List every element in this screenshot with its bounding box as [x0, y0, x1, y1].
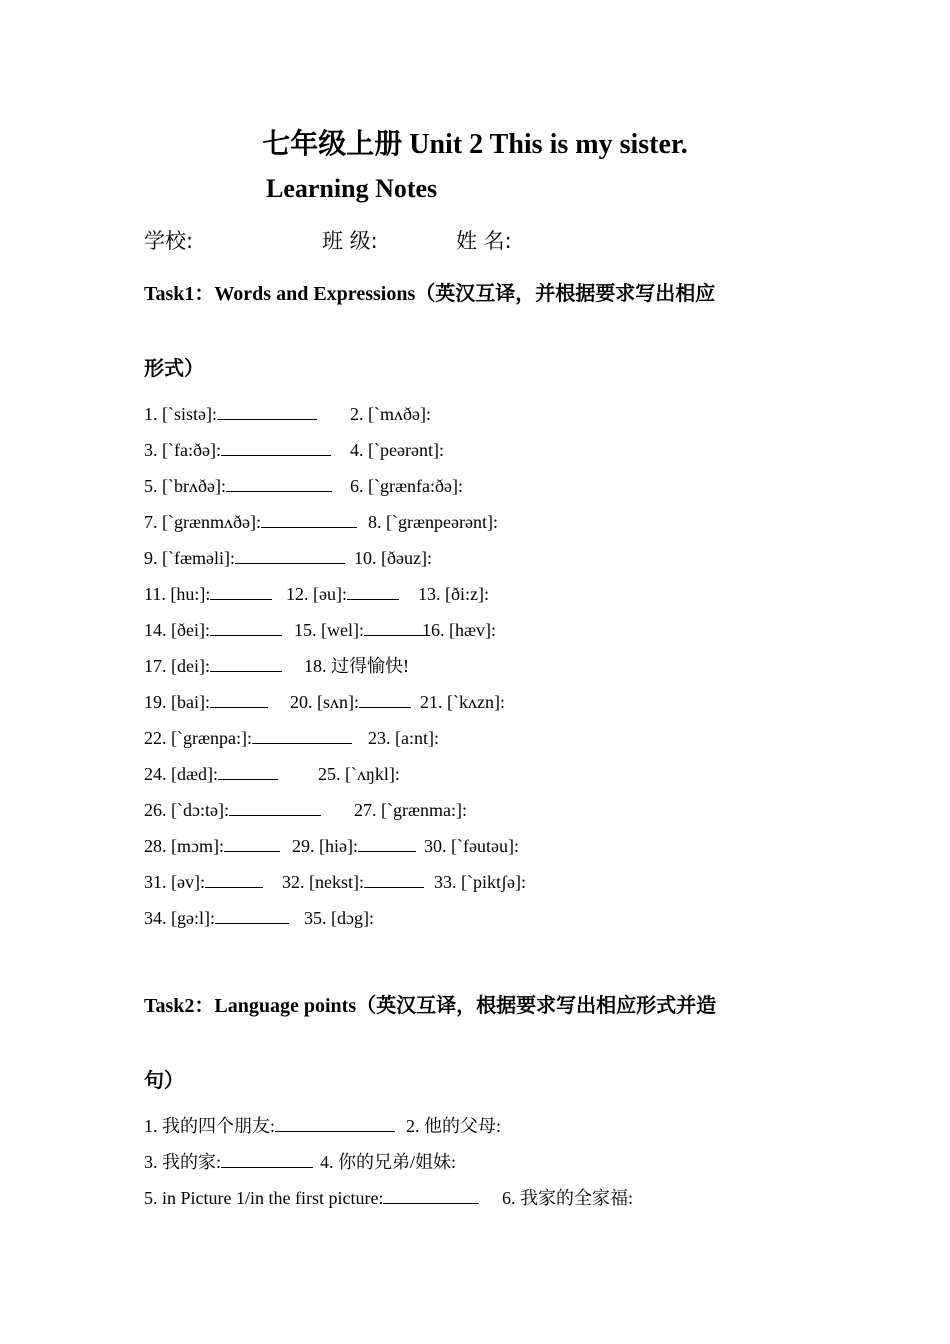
- task1-item: [368, 509, 498, 535]
- task1-item: [418, 581, 489, 607]
- task1-item: [294, 617, 430, 643]
- task1-item-label: 35. [dɔg]:: [304, 908, 374, 928]
- task1-item-label: 32. [nekst]:: [282, 872, 364, 892]
- task1-item: [434, 869, 526, 895]
- task1-item-label: 27. [`grænma:]:: [354, 800, 467, 820]
- task1-item-label: 31. [əv]:: [144, 872, 205, 892]
- answer-blank[interactable]: [252, 725, 352, 744]
- answer-blank[interactable]: [221, 1149, 313, 1168]
- task1-item-label: 29. [hiə]:: [292, 836, 358, 856]
- task1-item: [144, 545, 345, 571]
- task1-item-label: 5. [`brʌðə]:: [144, 476, 226, 496]
- task2-item-label: 5. in Picture 1/in the first picture:: [144, 1188, 384, 1208]
- task1-item: [144, 401, 317, 427]
- task1-item-label: 28. [mɔm]:: [144, 836, 224, 856]
- task1-item-label: 23. [a:nt]:: [368, 728, 439, 748]
- answer-blank[interactable]: [275, 1113, 395, 1132]
- task1-item-label: 8. [`grænpeərənt]:: [368, 512, 498, 532]
- task1-item: [144, 869, 263, 895]
- class-label: 班 级:: [322, 229, 378, 253]
- task1-item: [350, 401, 431, 427]
- answer-blank[interactable]: [226, 473, 332, 492]
- task1-item: [286, 581, 399, 607]
- answer-blank[interactable]: [364, 869, 424, 888]
- answer-blank[interactable]: [359, 689, 411, 708]
- task1-item-label: 33. [`piktʃə]:: [434, 872, 526, 892]
- task2-item: [144, 1149, 313, 1175]
- task2-item: [502, 1185, 633, 1211]
- answer-blank[interactable]: [210, 581, 272, 600]
- task1-item: [144, 653, 282, 679]
- task1-item: [424, 833, 519, 859]
- answer-blank[interactable]: [210, 617, 282, 636]
- task1-item: [354, 545, 432, 571]
- task1-item-label: 14. [ðei]:: [144, 620, 210, 640]
- task2-item-label: 6. 我家的全家福:: [502, 1188, 634, 1208]
- task1-item-label: 15. [wel]:: [294, 620, 364, 640]
- task1-item: [290, 689, 411, 715]
- task1-item: [282, 869, 424, 895]
- answer-blank[interactable]: [218, 761, 278, 780]
- answer-blank[interactable]: [229, 797, 321, 816]
- task1-item: [144, 689, 268, 715]
- answer-blank[interactable]: [358, 833, 416, 852]
- task1-item-label: 16. [hæv]:: [422, 620, 496, 640]
- task1-item: [420, 689, 505, 715]
- task1-heading-cont: 形式）: [144, 358, 204, 380]
- answer-blank[interactable]: [261, 509, 357, 528]
- task1-item: [304, 653, 409, 679]
- task2-heading-cont: 句）: [144, 1070, 184, 1092]
- name-label: 姓 名:: [456, 229, 512, 253]
- task1-item: [144, 905, 289, 931]
- task2-item-label: 2. 他的父母:: [406, 1116, 502, 1136]
- task1-item-label: 10. [ðəuz]:: [354, 548, 432, 568]
- answer-blank[interactable]: [210, 653, 282, 672]
- task1-item: [144, 509, 357, 535]
- task1-item: [144, 725, 352, 751]
- page-subtitle: Learning Notes: [266, 174, 438, 203]
- task1-heading: Task1：Words and Expressions（英汉互译，并根据要求写出相应: [144, 283, 716, 305]
- task1-item-label: 22. [`grænpa:]:: [144, 728, 252, 748]
- task1-item-label: 26. [`dɔ:tə]:: [144, 800, 229, 820]
- school-label: 学校:: [144, 229, 194, 253]
- task1-item-label: 17. [dei]:: [144, 656, 210, 676]
- task1-item-label: 3. [`fa:ðə]:: [144, 440, 221, 460]
- task1-item-label: 13. [ði:z]:: [418, 584, 489, 604]
- answer-blank[interactable]: [235, 545, 345, 564]
- task1-item: [350, 473, 463, 499]
- task1-item: [144, 833, 280, 859]
- answer-blank[interactable]: [224, 833, 280, 852]
- answer-blank[interactable]: [215, 905, 289, 924]
- task1-item-label: 34. [gə:l]:: [144, 908, 215, 928]
- task1-item: [318, 761, 400, 787]
- answer-blank[interactable]: [383, 1185, 479, 1204]
- answer-blank[interactable]: [210, 689, 268, 708]
- task1-item-label: 7. [`grænmʌðə]:: [144, 512, 261, 532]
- page-title: 七年级上册 Unit 2 This is my sister.: [262, 129, 688, 160]
- task2-heading: Task2：Language points（英汉互译，根据要求写出相应形式并造: [144, 995, 717, 1017]
- answer-blank[interactable]: [221, 437, 331, 456]
- task1-item: [144, 473, 332, 499]
- task1-item-label: 2. [`mʌðə]:: [350, 404, 431, 424]
- task1-item: [144, 761, 278, 787]
- answer-blank[interactable]: [347, 581, 399, 600]
- answer-blank[interactable]: [364, 617, 430, 636]
- task2-item: [320, 1149, 456, 1175]
- task1-item: [144, 437, 331, 463]
- task1-item: [144, 617, 282, 643]
- task1-item-label: 12. [əu]:: [286, 584, 347, 604]
- task2-item-label: 1. 我的四个朋友:: [144, 1116, 276, 1136]
- task1-item-label: 24. [dæd]:: [144, 764, 218, 784]
- task1-item: [422, 617, 496, 643]
- task1-item: [144, 581, 272, 607]
- task1-item-label: 11. [hu:]:: [144, 584, 211, 604]
- answer-blank[interactable]: [217, 401, 317, 420]
- task1-item-label: 30. [`fəutəu]:: [424, 836, 519, 856]
- task1-item: [144, 797, 321, 823]
- task2-item-label: 4. 你的兄弟/姐妹:: [320, 1152, 457, 1172]
- answer-blank[interactable]: [205, 869, 263, 888]
- task1-item-label: 21. [`kʌzn]:: [420, 692, 505, 712]
- task1-item-label: 9. [`fæməli]:: [144, 548, 235, 568]
- task1-item: [304, 905, 374, 931]
- task1-item-label: 19. [bai]:: [144, 692, 210, 712]
- task1-item-label: 20. [sʌn]:: [290, 692, 359, 712]
- task1-item: [368, 725, 439, 751]
- task1-item-label: 4. [`peərənt]:: [350, 440, 444, 460]
- task2-item: [406, 1113, 501, 1139]
- task1-item-label: 18. 过得愉快!: [304, 656, 409, 676]
- task1-item-label: 25. [`ʌŋkl]:: [318, 764, 400, 784]
- task1-item: [292, 833, 416, 859]
- task1-item-label: 1. [`sistə]:: [144, 404, 217, 424]
- task1-item: [350, 437, 444, 463]
- task2-item-label: 3. 我的家:: [144, 1152, 222, 1172]
- task1-item-label: 6. [`grænfa:ðə]:: [350, 476, 463, 496]
- task2-item: [144, 1113, 395, 1139]
- task1-item: [354, 797, 467, 823]
- task2-item: [144, 1185, 479, 1211]
